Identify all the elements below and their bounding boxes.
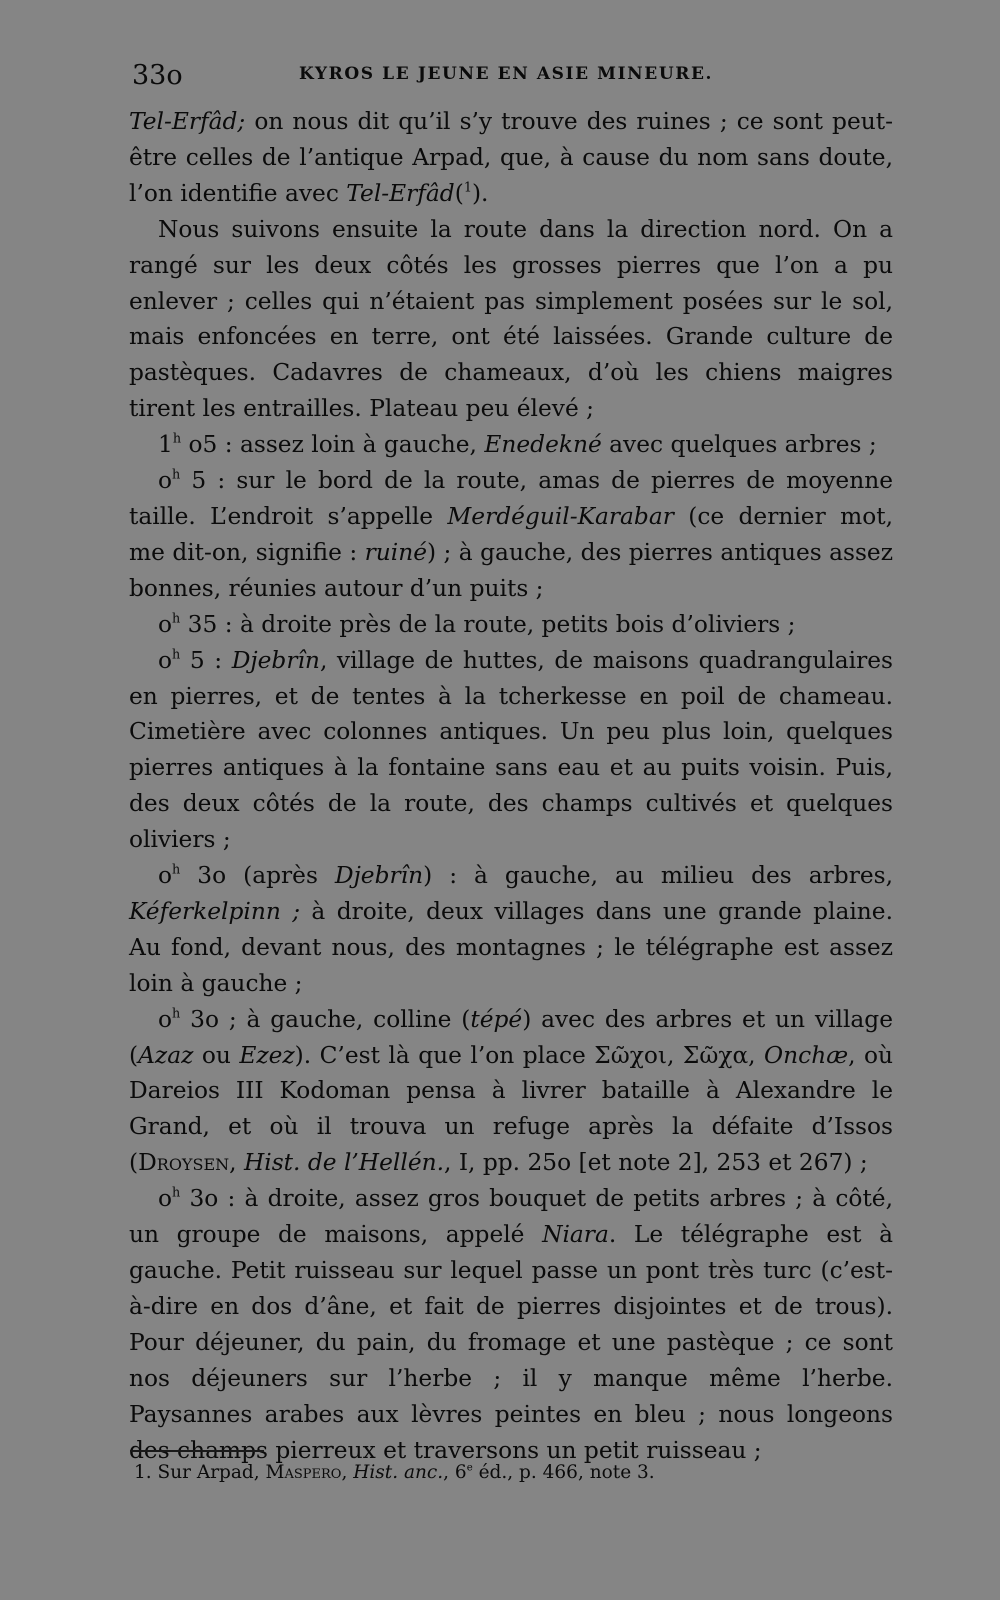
page-number: 33o: [132, 60, 183, 91]
paragraph: Tel-Erfâd; on nous dit qu’il s’y trouve des ruines ; ce sont peut-être celles de l’antique Arpad, que, à cause du nom sans doute, l’on identifie avec Tel-Erfâd($^1$).: [129, 108, 893, 207]
body-text: [129, 104, 893, 1468]
footnote-rule: [130, 1450, 264, 1452]
paragraph: 1$^h$ o5 : assez loin à gauche, Enedekné avec quelques arbres ;: [158, 431, 877, 459]
paragraph: $o^h$ 3o : à droite, assez gros bouquet de petits arbres ; à côté, un groupe de maisons, appelé Niara. Le télégraphe est à gauche. Petit ruisseau sur lequel passe un pont très turc (c’est-à-dire en dos d’âne, et fait de pierres disjointes et de trous). Pour déjeuner, du pain, du fromage et une pastèque ; ce sont nos déjeuners sur l’herbe ; il y manque même l’herbe. Paysannes arabes aux lèvres peintes en bleu ; nous longeons des champs pierreux et traversons un petit ruisseau ;: [129, 1185, 893, 1464]
paragraph: $o^h$ 35 : à droite près de la route, petits bois d’oliviers ;: [158, 610, 796, 638]
paragraph: $o^h$ 5 : sur le bord de la route, amas de pierres de moyenne taille. L’endroit s’appelle Merdéguil-Karabar (ce dernier mot, me dit-on, signifie : ruiné) ; à gauche, des pierres antiques assez bonnes, réunies autour d’un puits ;: [129, 467, 893, 602]
paragraph: $o^h$ 5 : Djebrîn, village de huttes, de maisons quadrangulaires en pierres, et de tentes à la tcherkesse en poil de chameau. Cimetière avec colonnes antiques. Un peu plus loin, quelques pierres antiques à la fontaine sans eau et au puits voisin. Puis, des deux côtés de la route, des champs cultivés et quelques oliviers ;: [129, 646, 893, 854]
paragraph: $o^h$ 3o ; à gauche, colline (tépé) avec des arbres et un village (Azaz ou Ezez). C’est là que l’on place Σῶχοι, Σῶχα, Onchæ, où Dareios III Kodoman pensa à livrer bataille à Alexandre le Grand, et où il trouva un refuge après la défaite d’Issos (Droysen, Hist. de l’Hellén., I, pp. 25o [et note 2], 253 et 267) ;: [129, 1005, 894, 1177]
running-title: KYROS LE JEUNE EN ASIE MINEURE.: [299, 64, 714, 84]
paragraph: $o^h$ 3o (après Djebrîn) : à gauche, au milieu des arbres, Kéferkelpinn ; à droite, deux villages dans une grande plaine. Au fond, devant nous, des montagnes ; le télégraphe est assez loin à gauche ;: [129, 862, 894, 997]
footnote: 1. Sur Arpad, Maspero, Hist. anc., 6e éd., p. 466, note 3.: [134, 1462, 655, 1483]
paragraph: Nous suivons ensuite la route dans la direction nord. On a rangé sur les deux côtés les grosses pierres que l’on a pu enlever ; celles qui n’étaient pas simplement posées sur le sol, mais enfoncées en terre, ont été laissées. Grande culture de pastèques. Cadavres de chameaux, d’où les chiens maigres tirent les entrailles. Plateau peu élevé ;: [129, 215, 893, 423]
